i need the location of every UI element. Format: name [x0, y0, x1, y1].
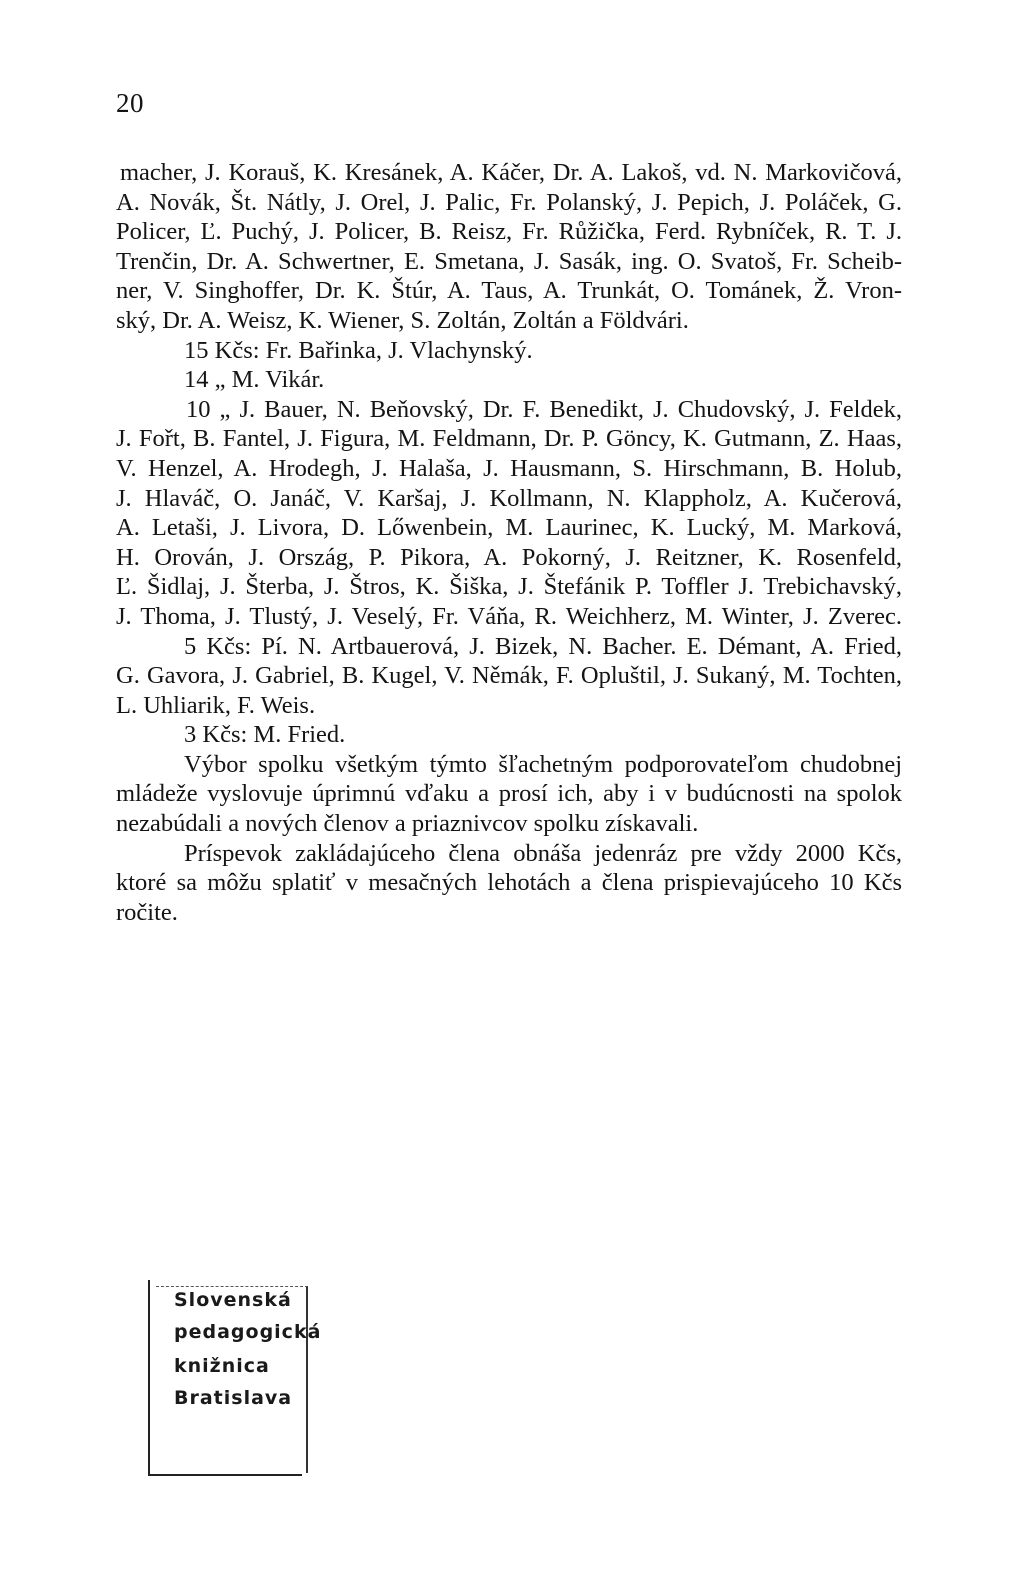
stamp-line: Slovenská [174, 1289, 292, 1311]
text-line: L. Uhliarik, F. Weis. [116, 691, 316, 719]
stamp-line: pedagogická [174, 1321, 322, 1343]
text-line: Policer, Ľ. Puchý, J. Policer, B. Reisz, Fr. Růžička, Ferd. Rybníček, R. T. J. [116, 218, 902, 246]
text-line: J. Fořt, B. Fantel, J. Figura, M. Feldmann, Dr. P. Göncy, K. Gutmann, Z. Haas, [116, 425, 902, 453]
text-line: 10 „ J. Bauer, N. Beňovský, Dr. F. Benedikt, J. Chudovský, J. Feldek, [186, 395, 902, 423]
text-line: 3 Kčs: M. Fried. [184, 721, 346, 749]
text-line: H. Orován, J. Ország, P. Pikora, A. Pokorný, J. Reitzner, K. Rosenfeld, [116, 543, 902, 571]
text-line: ročite. [116, 898, 178, 926]
stamp-line: Bratislava [174, 1387, 293, 1409]
stamp-line: knižnica [174, 1355, 270, 1377]
text-line: A. Novák, Št. Nátly, J. Orel, J. Palic, Fr. Polanský, J. Pepich, J. Poláček, G. [116, 188, 902, 216]
text-line: J. Thoma, J. Tlustý, J. Veselý, Fr. Váňa, R. Weichherz, M. Winter, J. Zverec. [116, 602, 902, 630]
text-line: 5 Kčs: Pí. N. Artbauerová, J. Bizek, N. Bacher. E. Démant, A. Fried, [184, 632, 902, 660]
text-line: Výbor spolku všetkým týmto šľachetným podporovateľom chudobnej [184, 750, 902, 778]
text-line: G. Gavora, J. Gabriel, B. Kugel, V. Němák, F. Opluštil, J. Sukaný, M. Tochten, [116, 662, 902, 690]
page-number: 20 [116, 88, 144, 118]
text-line: macher, J. Korauš, K. Kresánek, A. Káčer, Dr. A. Lakoš, vd. N. Markovičová, [120, 159, 902, 186]
text-line: 14 „ M. Vikár. [184, 366, 325, 394]
text-line: ský, Dr. A. Weisz, K. Wiener, S. Zoltán, Zoltán a Földvári. [116, 306, 689, 334]
text-line: Ľ. Šidlaj, J. Šterba, J. Štros, K. Šiška, J. Štefánik P. Toffler J. Trebichavský, [116, 573, 902, 601]
text-line: Príspevok zakládajúceho člena obnáša jedenráz pre vždy 2000 Kčs, [184, 839, 902, 867]
text-line: Trenčin, Dr. A. Schwertner, E. Smetana, J. Sasák, ing. O. Svatoš, Fr. Scheib- [116, 247, 902, 275]
text-line: A. Letaši, J. Livora, D. Lőwenbein, M. Laurinec, K. Lucký, M. Marková, [116, 514, 902, 542]
text-line: mládeže vyslovuje úprimnú vďaku a prosí ich, aby i v budúcnosti na spolok [116, 780, 902, 808]
text-line: nezabúdali a nových členov a priaznivcov spolku získavali. [116, 810, 699, 838]
library-stamp [148, 1280, 322, 1476]
text-line: ner, V. Singhoffer, Dr. K. Štúr, A. Taus, A. Trunkát, O. Tománek, Ž. Vron- [116, 277, 902, 305]
text-line: V. Henzel, A. Hrodegh, J. Halaša, J. Hausmann, S. Hirschmann, B. Holub, [116, 454, 902, 482]
text-line: 15 Kčs: Fr. Bařinka, J. Vlachynský. [184, 336, 533, 364]
text-line: J. Hlaváč, O. Janáč, V. Karšaj, J. Kollmann, N. Klappholz, A. Kučerová, [116, 484, 902, 512]
document-body [116, 158, 902, 927]
text-line: ktoré sa môžu splatiť v mesačných lehotách a člena prispievajúceho 10 Kčs [116, 869, 902, 897]
